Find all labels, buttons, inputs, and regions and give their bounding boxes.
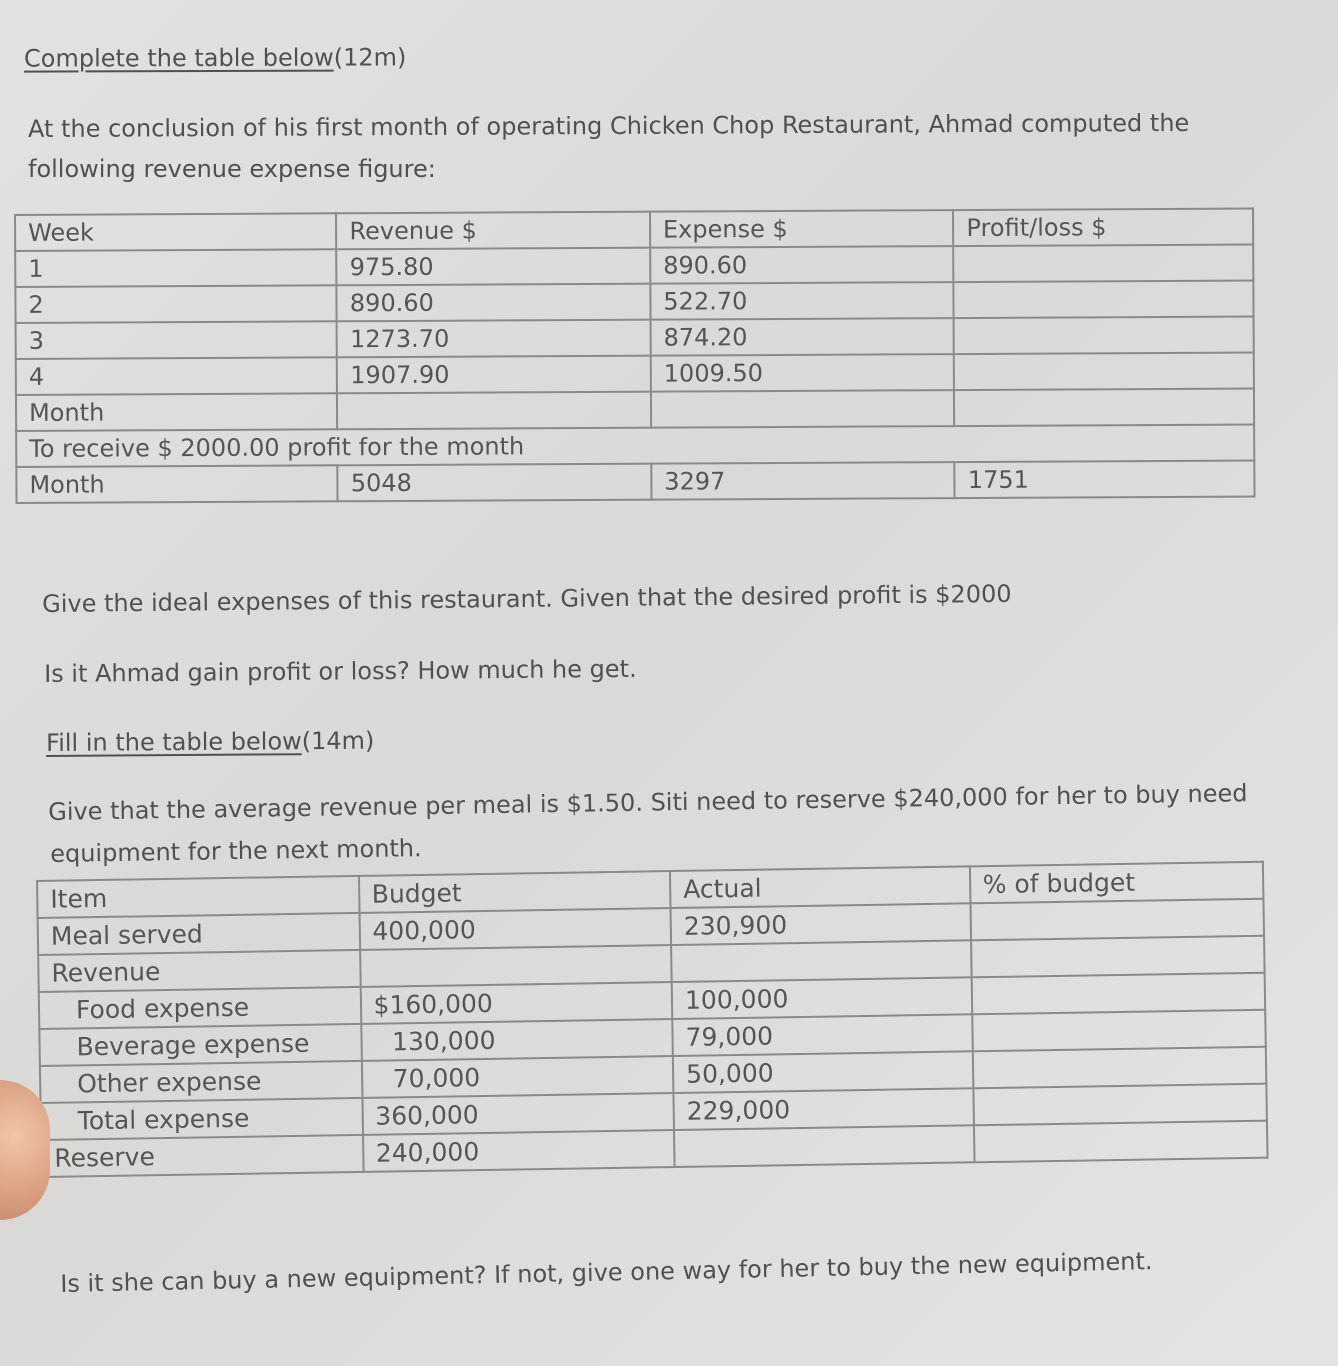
header-actual: Actual	[670, 866, 970, 908]
week-cell: 1	[15, 249, 337, 287]
budget-cell: 70,000	[361, 1056, 673, 1098]
item-cell: Meal served	[38, 913, 360, 955]
week-cell: 3	[16, 321, 338, 359]
para2-line-2: equipment for the next month.	[50, 834, 422, 868]
actual-cell: 100,000	[672, 977, 972, 1019]
profit-cell[interactable]	[954, 353, 1254, 391]
item-cell: Reserve	[41, 1135, 363, 1177]
target-profit-cell: To receive $ 2000.00 profit for the month	[16, 425, 1254, 467]
expense-cell: 890.60	[650, 246, 954, 284]
expense-cell: 522.70	[650, 282, 954, 320]
revenue-cell[interactable]	[337, 392, 651, 430]
expense-cell: 1009.50	[651, 354, 955, 392]
header-item: Item	[37, 876, 359, 918]
percent-cell[interactable]	[972, 1010, 1266, 1052]
actual-cell: 50,000	[673, 1051, 973, 1093]
heading-marks: (12m)	[333, 43, 407, 72]
budget-cell: 400,000	[359, 908, 671, 950]
profit-cell[interactable]	[954, 281, 1254, 319]
budget-cell: 240,000	[363, 1130, 675, 1172]
header-week: Week	[15, 213, 337, 251]
expense-cell: 3297	[651, 462, 955, 500]
budget-cell[interactable]	[360, 945, 672, 987]
heading-text: Fill in the table below	[46, 727, 302, 757]
revenue-cell: 890.60	[337, 284, 651, 322]
percent-cell[interactable]	[972, 1047, 1266, 1089]
percent-cell[interactable]	[970, 899, 1264, 941]
question-profit-or-loss: Is it Ahmad gain profit or loss? How much he get.	[44, 654, 637, 688]
week-cell: Month	[16, 393, 338, 431]
actual-cell: 230,900	[671, 903, 971, 945]
week-cell: 2	[15, 285, 337, 323]
revenue-cell: 5048	[338, 464, 652, 502]
profit-cell: 1751	[955, 461, 1255, 499]
intro-line-1: At the conclusion of his first month of operating Chicken Chop Restaurant, Ahmad computed the	[27, 108, 1190, 144]
revenue-cell: 1273.70	[337, 320, 651, 358]
week-cell: 4	[16, 357, 338, 395]
header-expense: Expense $	[650, 210, 954, 248]
expense-cell: 874.20	[650, 318, 954, 356]
budget-cell: 130,000	[361, 1019, 673, 1061]
para2-line-1: Give that the average revenue per meal is $1.50. Siti need to reserve $240,000 for her to buy need	[48, 779, 1248, 826]
percent-cell[interactable]	[971, 936, 1265, 978]
table-row	[16, 461, 1254, 503]
item-cell: Total expense	[41, 1098, 363, 1140]
percent-cell[interactable]	[973, 1121, 1267, 1163]
revenue-expense-table	[14, 208, 1256, 504]
actual-cell: 229,000	[673, 1088, 973, 1130]
profit-cell[interactable]	[954, 389, 1254, 427]
item-cell: Other expense	[40, 1061, 362, 1103]
heading-marks: (14m)	[301, 726, 375, 756]
header-profit-loss: Profit/loss $	[953, 209, 1253, 247]
heading-complete-table	[24, 43, 406, 72]
revenue-cell: 975.80	[337, 248, 651, 286]
revenue-cell: 1907.90	[337, 356, 651, 394]
week-cell: Month	[16, 465, 338, 503]
item-cell: Food expense	[39, 987, 361, 1029]
profit-cell[interactable]	[954, 245, 1254, 283]
percent-cell[interactable]	[971, 973, 1265, 1015]
profit-cell[interactable]	[954, 317, 1254, 355]
heading-fill-table	[46, 727, 374, 757]
question-buy-equipment: Is it she can buy a new equipment? If not, give one way for her to buy the new equipment.	[60, 1247, 1153, 1298]
budget-cell: $160,000	[360, 982, 672, 1024]
item-cell: Revenue	[38, 950, 360, 992]
header-budget: Budget	[359, 871, 671, 913]
intro-line-2: following revenue expense figure:	[28, 155, 436, 183]
budget-cell: 360,000	[362, 1093, 674, 1135]
actual-cell[interactable]	[671, 940, 971, 982]
expense-cell[interactable]	[651, 390, 955, 428]
budget-table	[36, 861, 1269, 1178]
actual-cell[interactable]	[674, 1125, 974, 1167]
item-cell: Beverage expense	[39, 1024, 361, 1066]
heading-text: Complete the table below	[23, 43, 334, 73]
percent-cell[interactable]	[973, 1084, 1267, 1126]
header-revenue: Revenue $	[336, 212, 650, 250]
header-percent-of-budget: % of budget	[969, 862, 1263, 904]
actual-cell: 79,000	[672, 1014, 972, 1056]
question-ideal-expenses: Give the ideal expenses of this restaurant. Given that the desired profit is $2000	[42, 579, 1012, 618]
